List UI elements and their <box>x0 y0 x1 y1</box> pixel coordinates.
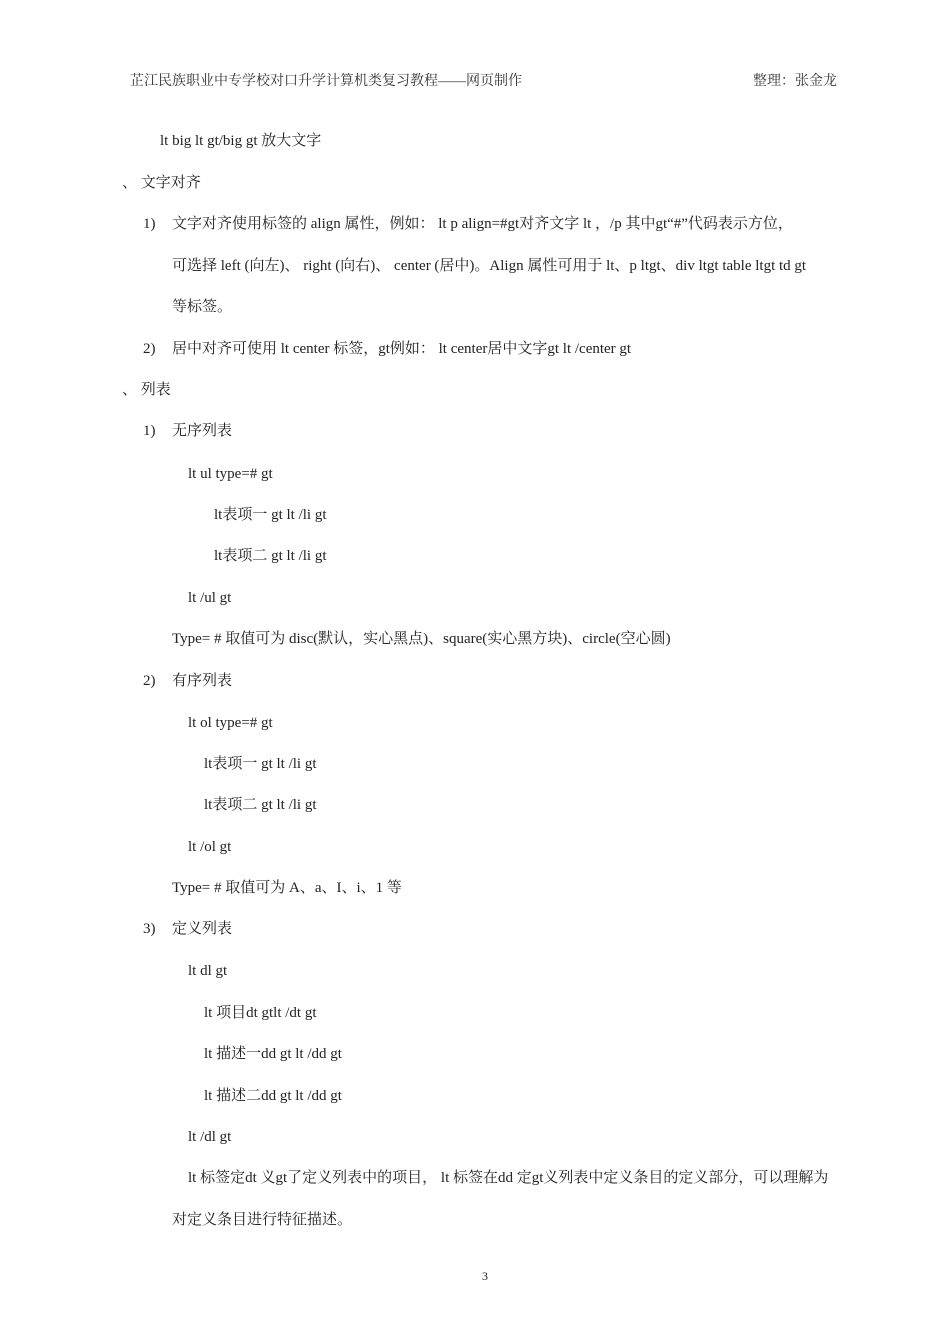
code-line: lt 项目dt gtlt /dt gt <box>204 1005 317 1021</box>
code-line: lt dl gt <box>188 963 228 979</box>
item-number-2: 2) <box>143 341 156 357</box>
paragraph-line: 可选择 left (向左)、 right (向右)、 center (居中)。Align 属性可用于 lt、p ltgt、div ltgt table ltgt td gt <box>172 258 807 274</box>
paragraph-line: 文字对齐使用标签的 align 属性，例如： lt p align=#gt对齐文字 lt ，/p 其中gt“#”代码表示方位， <box>172 216 793 232</box>
item-number-3: 3) <box>143 921 156 937</box>
section-list-heading: 、 列表 <box>122 382 171 398</box>
paragraph-line: 对定义条目进行特征描述。 <box>172 1212 353 1228</box>
header-author: 整理：张金龙 <box>753 74 837 89</box>
code-line: lt表项二 gt lt /li gt <box>204 797 317 813</box>
code-line: lt ul type=# gt <box>188 466 273 482</box>
paragraph-line: 等标签。 <box>172 299 233 315</box>
note-line: Type= # 取值可为 disc(默认，实心黑点)、square(实心黑方块)、circle(空心圆) <box>172 631 671 647</box>
code-line: lt /dl gt <box>188 1129 232 1145</box>
big-tag-line: lt big lt gt/big gt 放大文字 <box>160 133 322 149</box>
code-line: lt ol type=# gt <box>188 715 273 731</box>
code-line: lt表项一 gt lt /li gt <box>214 507 327 523</box>
code-line: lt表项二 gt lt /li gt <box>214 548 327 564</box>
code-line: lt /ol gt <box>188 839 232 855</box>
paragraph-line: 居中对齐可使用 lt center 标签，gt例如： lt center居中文字gt lt /center gt <box>172 341 632 357</box>
item-number-2: 2) <box>143 673 156 689</box>
code-line: lt 描述一dd gt lt /dd gt <box>204 1046 342 1062</box>
item-number-1: 1) <box>143 423 156 439</box>
page-number: 3 <box>482 1269 488 1283</box>
note-line: Type= # 取值可为 A、a、I、i、1 等 <box>172 880 402 896</box>
item-number-1: 1) <box>143 216 156 232</box>
code-line: lt /ul gt <box>188 590 232 606</box>
subheading-unordered-list: 无序列表 <box>172 423 233 439</box>
paragraph-line: lt 标签定dt 义gt了定义列表中的项目， lt 标签在dd 定gt义列表中定义条目的定义部分，可以理解为 <box>188 1170 829 1186</box>
code-line: lt表项一 gt lt /li gt <box>204 756 317 772</box>
subheading-ordered-list: 有序列表 <box>172 673 233 689</box>
header-title: 芷江民族职业中专学校对口升学计算机类复习教程——网页制作 <box>130 74 522 89</box>
subheading-definition-list: 定义列表 <box>172 921 233 937</box>
code-line: lt 描述二dd gt lt /dd gt <box>204 1088 342 1104</box>
section-text-align-heading: 、 文字对齐 <box>122 175 201 191</box>
